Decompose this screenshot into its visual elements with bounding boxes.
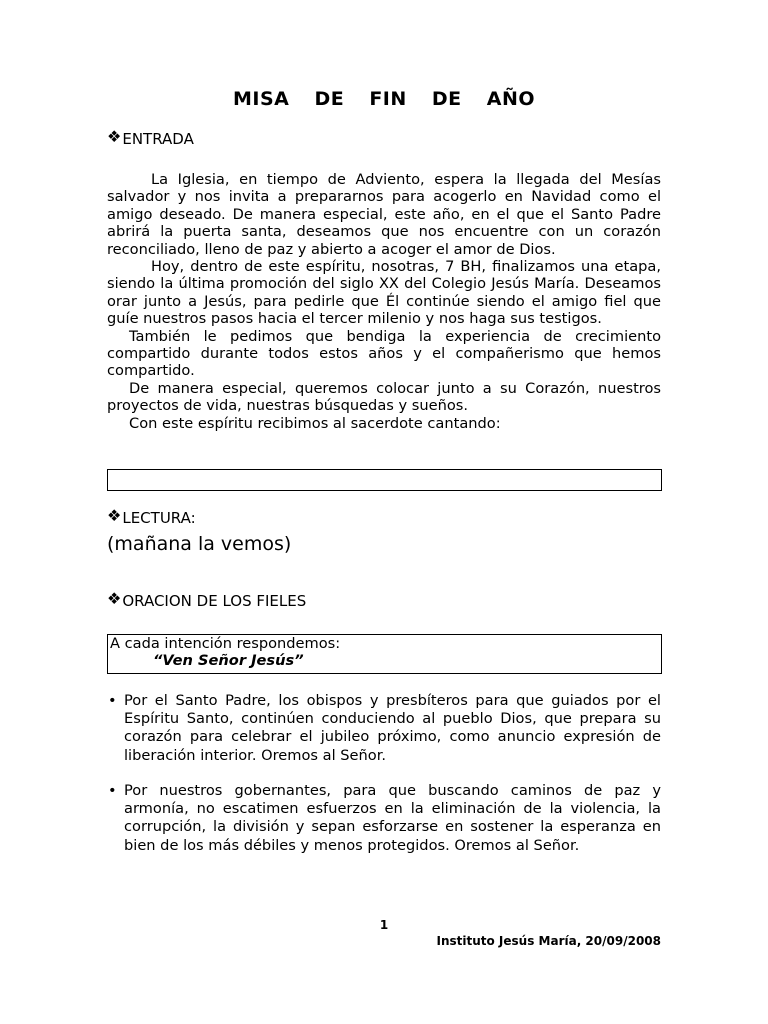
- entrada-paragraph: Hoy, dentro de este espíritu, nosotras, 7 BH, finalizamos una etapa, siendo la última promoción del siglo XX del Colegio Jesús María. Deseamos orar junto a Jesús, para pedirle que Él continúe siendo el amigo fiel que guíe nuestros pasos hacia el tercer milenio y nos haga sus testigos.: [107, 258, 661, 328]
- page-number: 1: [379, 918, 389, 932]
- response-box: [107, 634, 662, 674]
- page-title: MISA DE FIN DE AÑO: [232, 88, 536, 110]
- entrada-paragraph: De manera especial, queremos colocar junto a su Corazón, nuestros proyectos de vida, nuestras búsquedas y sueños.: [107, 379, 661, 415]
- dot-bullet-icon: •: [108, 692, 117, 709]
- section-heading-lectura: [107, 506, 196, 527]
- four-diamond-bullet-icon: ❖: [107, 506, 122, 525]
- entrada-paragraph: Con este espíritu recibimos al sacerdote cantando:: [129, 414, 501, 432]
- lectura-note: (mañana la vemos): [107, 533, 292, 555]
- four-diamond-bullet-icon: ❖: [107, 127, 122, 146]
- entrada-body: [107, 171, 661, 432]
- section-heading-label: ORACION DE LOS FIELES: [122, 592, 307, 610]
- petition-list: [107, 782, 661, 855]
- entrada-paragraph: La Iglesia, en tiempo de Adviento, espera la llegada del Mesías salvador y nos invita a prepararnos para acogerlo en Navidad como el amigo deseado. De manera especial, este año, en el que el Santo Padre abrirá la puerta santa, deseamos que nos encuentre con un corazón reconciliado, lleno de paz y abierto a acoger el amor de Dios.: [107, 171, 661, 258]
- petition-text: Por el Santo Padre, los obispos y presbíteros para que guiados por el Espíritu Santo, continúen conduciendo al pueblo Dios, que prepara su corazón para celebrar el jubileo próximo, como anuncio expresión de liberación interior. Oremos al Señor.: [124, 692, 661, 764]
- footer-text: Instituto Jesús María, 20/09/2008: [436, 934, 661, 948]
- section-heading-oracion: [107, 589, 307, 610]
- song-title-box: [107, 469, 662, 491]
- section-heading-label: LECTURA:: [122, 509, 196, 527]
- list-item: [107, 692, 661, 765]
- four-diamond-bullet-icon: ❖: [107, 589, 122, 608]
- response-intro: A cada intención respondemos:: [110, 635, 341, 652]
- dot-bullet-icon: •: [108, 782, 117, 799]
- list-item: [107, 782, 661, 855]
- section-heading-label: ENTRADA: [122, 130, 194, 148]
- entrada-paragraph: También le pedimos que bendiga la experiencia de crecimiento compartido durante todos estos años y el compañerismo que hemos compartido.: [107, 327, 661, 380]
- petition-list: [107, 692, 661, 765]
- petition-text: Por nuestros gobernantes, para que buscando caminos de paz y armonía, no escatimen esfuerzos en la eliminación de la violencia, la corrupción, la división y sepan esforzarse en sostener la esperanza en bien de los más débiles y menos protegidos. Oremos al Señor.: [124, 782, 661, 854]
- response-phrase: “Ven Señor Jesús”: [153, 652, 304, 670]
- section-heading-entrada: [107, 127, 194, 148]
